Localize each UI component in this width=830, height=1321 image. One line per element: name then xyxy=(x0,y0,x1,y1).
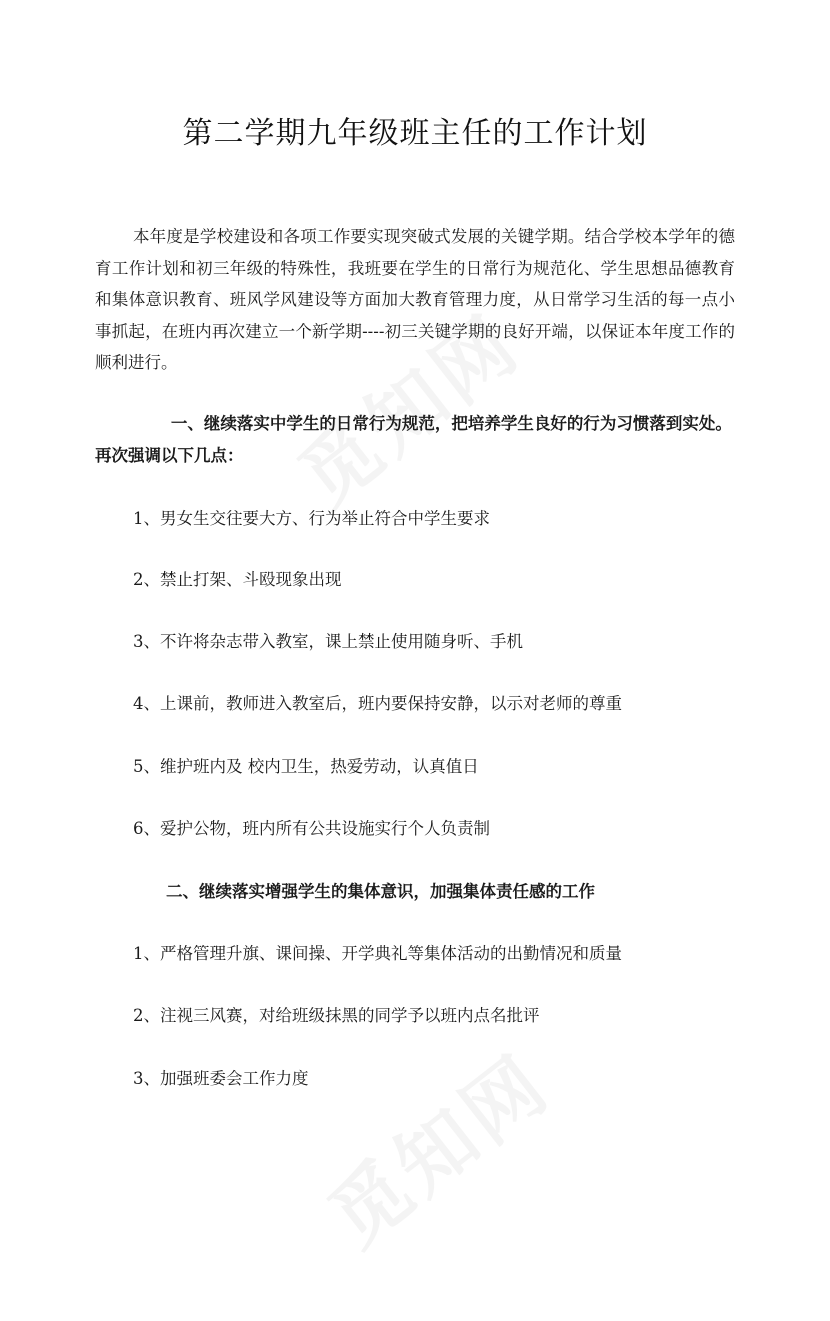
section-1-item-4: 4、上课前，教师进入教室后，班内要保持安静，以示对老师的尊重 xyxy=(133,694,622,713)
section-2-heading: 二、继续落实增强学生的集体意识，加强集体责任感的工作 xyxy=(166,882,595,901)
section-1-item-5: 5、维护班内及 校内卫生，热爱劳动，认真值日 xyxy=(133,757,479,776)
section-1-item-2: 2、禁止打架、斗殴现象出现 xyxy=(133,570,342,589)
section-2-item-3: 3、加强班委会工作力度 xyxy=(133,1069,309,1088)
section-1-item-1: 1、男女生交往要大方、行为举止符合中学生要求 xyxy=(133,509,490,528)
section-1-item-3: 3、不许将杂志带入教室，课上禁止使用随身听、手机 xyxy=(133,632,523,651)
section-1-item-6: 6、爱护公物，班内所有公共设施实行个人负责制 xyxy=(133,819,490,838)
watermark-bottom xyxy=(302,1019,618,1321)
section-1-heading: 一、继续落实中学生的日常行为规范，把培养学生良好的行为习惯落到实处。再次强调以下几点： xyxy=(95,414,732,465)
page-title: 第二学期九年级班主任的工作计划 xyxy=(182,116,648,151)
section-2-item-2: 2、注视三风赛，对给班级抹黑的同学予以班内点名批评 xyxy=(133,1006,540,1025)
section-2-item-1: 1、严格管理升旗、课间操、开学典礼等集体活动的出勤情况和质量 xyxy=(133,944,622,963)
intro-paragraph: 本年度是学校建设和各项工作要实现突破式发展的关键学期。结合学校本学年的德育工作计划和初三年级的特殊性，我班要在学生的日常行为规范化、学生思想品德教育和集体意识教育、班风学风建设等方面加大教育管理力度，从日常学习生活的每一点小事抓起，在班内再次建立一个新学期----初三关键学期的良好开端，以保证本年度工作的顺利进行。 xyxy=(95,227,735,372)
